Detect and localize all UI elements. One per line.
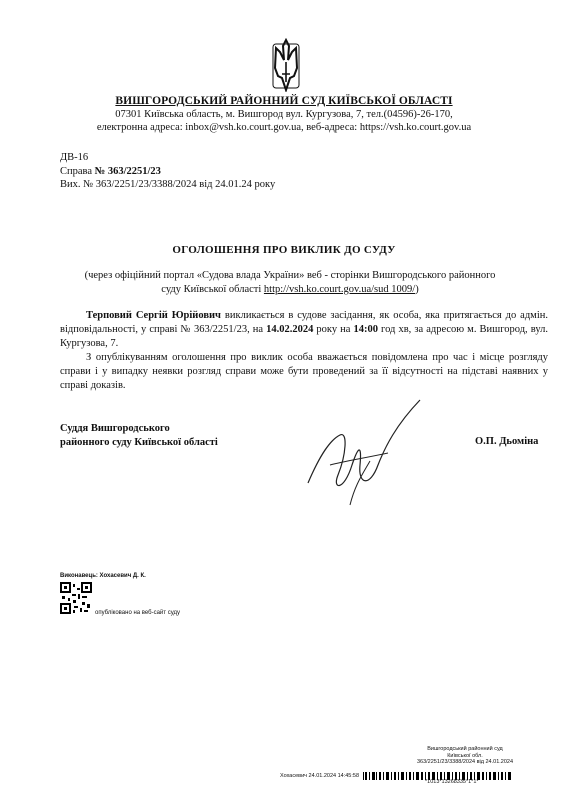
notice-title: ОГОЛОШЕННЯ ПРО ВИКЛИК ДО СУДУ	[172, 244, 396, 256]
judge-title	[60, 422, 218, 450]
handwritten-signature	[300, 395, 430, 510]
qr-note: опубліковано на веб-сайт суду	[95, 610, 181, 616]
consequences-paragraph: З опублікуванням оголошення про виклик особа вважається повідомлена про час і місце розгляду справи і у випадку неявки розгляд справи може бути проведений за її відсутності на підставі наявних у справі доказів.	[60, 352, 548, 391]
summons-text-a: викликається в судове засідання, як особа, яка притягається до адмін. відповідальності, у справі № 363/2251/23, на	[60, 310, 548, 335]
form-code: ДВ-16	[60, 152, 89, 163]
summoned-person: Терповий Сергій Юрійович	[86, 310, 221, 321]
outgoing-number: Вих. № 363/2251/23/3388/2024 від 24.01.24 року	[60, 179, 276, 190]
subtitle-text: (через офіційний портал «Судова влада України» веб - сторінки Вишгородського районного суду Київської області	[84, 270, 496, 295]
hearing-date: 14.02.2024	[266, 324, 314, 335]
judge-title-line2: районного суду Київської області	[60, 437, 218, 448]
judge-name: О.П. Дьоміна	[475, 436, 539, 447]
case-label: Справа	[60, 166, 93, 177]
case-number: № 363/2251/23	[94, 166, 161, 177]
subtitle-end: )	[415, 284, 419, 295]
summons-text-b: року на	[313, 324, 354, 335]
court-contacts: електронна адреса: inbox@vsh.ko.court.gov.ua, веб-адреса: https://vsh.ko.court.gov.ua	[96, 122, 472, 133]
summons-paragraph	[60, 309, 548, 351]
stamp-court: Вишгородський районний суд	[427, 746, 503, 752]
judge-title-line1: Суддя Вишгородського	[60, 423, 170, 434]
stamp-region: Київської обл.	[447, 752, 483, 759]
stamp-sign-row	[280, 772, 548, 780]
executor-line: Виконавець: Хохасевич Д. К.	[60, 573, 146, 579]
stamp-signer: Хохасевич 24.01.2024 14:45:58	[280, 773, 360, 780]
barcode-number: *1013*13268335*1*1*	[425, 779, 479, 785]
court-address: 07301 Київська область, м. Вишгород вул. Кургузова, 7, тел.(04596)-26-170,	[115, 109, 453, 120]
case-number-line	[60, 165, 161, 178]
stamp-number: 363/2251/23/3388/2024 від 24.01.2024	[416, 759, 514, 765]
registration-stamp	[380, 746, 550, 766]
court-name: ВИШГОРОДСЬКИЙ РАЙОННИЙ СУД КИЇВСЬКОЇ ОБЛАСТІ	[115, 95, 453, 107]
hearing-time: 14:00	[353, 324, 378, 335]
summons-text-c: год хв, за адресою м. Вишгород, вул. Кургузова, 7.	[60, 324, 548, 349]
notice-subtitle	[80, 269, 500, 297]
qr-code[interactable]	[60, 582, 92, 614]
coat-of-arms-icon	[270, 38, 302, 92]
portal-link[interactable]: http://vsh.ko.court.gov.ua/sud 1009/	[263, 284, 416, 295]
